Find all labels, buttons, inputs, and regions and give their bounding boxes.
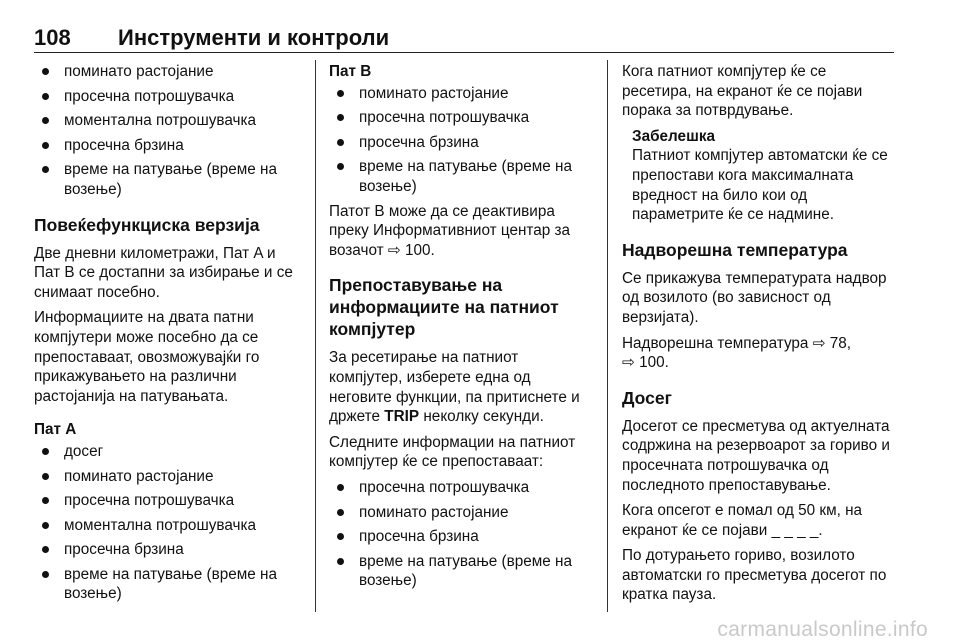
list-item: поминато растојание <box>329 84 593 104</box>
paragraph: Досегот се пресметува од актуелната содржина на резервоарот за гориво и просечната потрошувачка од последното препоставување. <box>622 417 890 494</box>
reset-list <box>329 478 593 591</box>
list-item: просечна брзина <box>329 527 593 547</box>
list-item: поминато растојание <box>34 62 304 82</box>
trip-a-heading: Пат A <box>34 421 77 439</box>
list-item: моментална потрошувачка <box>34 516 304 536</box>
reset-text-suffix: неколку секунди. <box>419 408 544 426</box>
paragraph: Кога патниот компјутер ќе се ресетира, на екранот ќе се појави порака за потврдување. <box>622 63 863 120</box>
list-item: просечна потрошувачка <box>329 108 593 128</box>
trip-button-label: TRIP <box>384 408 420 426</box>
section-heading-multifunction: Повеќефункциска верзија <box>34 214 260 235</box>
paragraph <box>622 334 890 373</box>
list-item: просечна потрошувачка <box>34 87 304 107</box>
page-ref-number[interactable]: 100. <box>639 354 669 372</box>
paragraph: Следните информации на патниот компјутер ќе се препоставаат: <box>329 433 576 471</box>
section-heading-reset: Препоставување на информациите на патниот компјутер <box>329 275 559 340</box>
paragraph: Две дневни километражи, Пат A и Пат B се достапни за избирање и се снимаат посебно. <box>34 244 293 301</box>
page-header <box>34 26 894 53</box>
trip-b-note-text: Патот B може да се деактивира преку Информативниот центар за возачот <box>329 202 571 259</box>
column-middle <box>329 62 593 596</box>
list-item: просечна потрошувачка <box>329 478 593 498</box>
list-item: просечна брзина <box>329 133 593 153</box>
section-heading-range: Досег <box>622 387 672 408</box>
list-item: моментална потрошувачка <box>34 111 304 131</box>
list-item: време на патување (време на возење) <box>34 160 304 199</box>
bullet-list-basic <box>34 62 304 200</box>
trip-b-heading: Пат B <box>329 63 372 80</box>
list-item: досег <box>34 442 304 462</box>
trip-a-list <box>34 442 304 604</box>
note-box <box>622 127 890 225</box>
page-ref-number[interactable]: 78, <box>829 334 852 352</box>
page-ref-number[interactable]: 100. <box>404 241 435 259</box>
list-item: просечна брзина <box>34 540 304 560</box>
chapter-title: Инструменти и контроли <box>118 25 390 50</box>
list-item: поминато растојание <box>34 467 304 487</box>
list-item: просечна брзина <box>34 136 304 156</box>
paragraph: Информациите на двата патни компјутери може посебно да се препоставаат, овозможувајќи го прикажувањето на различни растојанија на патувањата. <box>34 309 260 405</box>
section-heading-outside-temp: Надворешна температура <box>622 239 848 260</box>
outside-temp-ref-text: Надворешна температура <box>622 334 813 352</box>
column-divider-2 <box>607 60 608 612</box>
list-item: време на патување (време на возење) <box>34 565 304 604</box>
reset-text: За ресетирање на патниот компјутер, изберете една од неговите функции, па притиснете и држете <box>329 349 580 426</box>
page-number: 108 <box>34 25 71 50</box>
page-ref-arrow-icon[interactable]: ⇨ <box>812 334 826 352</box>
paragraph <box>329 348 593 426</box>
page-ref-arrow-icon[interactable]: ⇨ <box>387 241 401 259</box>
column-right <box>622 62 890 611</box>
page-ref-arrow-icon[interactable]: ⇨ <box>622 354 635 372</box>
column-divider-1 <box>315 60 316 612</box>
list-item: просечна потрошувачка <box>34 491 304 511</box>
list-item: време на патување (време на возење) <box>329 157 593 196</box>
paragraph: Се прикажува температурата надвор од возилото (во зависност од верзијата). <box>622 269 887 326</box>
paragraph <box>329 202 593 261</box>
list-item: поминато растојание <box>329 503 593 523</box>
trip-b-list <box>329 84 593 197</box>
watermark: carmanualsonline.info <box>717 618 928 641</box>
list-item: време на патување (време на возење) <box>329 552 593 591</box>
paragraph: По дотурањето гориво, возилото автоматски го пресметува досегот по кратка пауза. <box>622 547 887 604</box>
note-title: Забелешка <box>632 127 715 145</box>
note-text: Патниот компјутер автоматски ќе се препостави кога максималната вредност на било кои од параметрите ќе се надмине. <box>632 147 888 224</box>
column-left <box>34 62 304 609</box>
paragraph: Кога опсегот е помал од 50 км, на екранот ќе се појави _ _ _ _. <box>622 502 863 539</box>
